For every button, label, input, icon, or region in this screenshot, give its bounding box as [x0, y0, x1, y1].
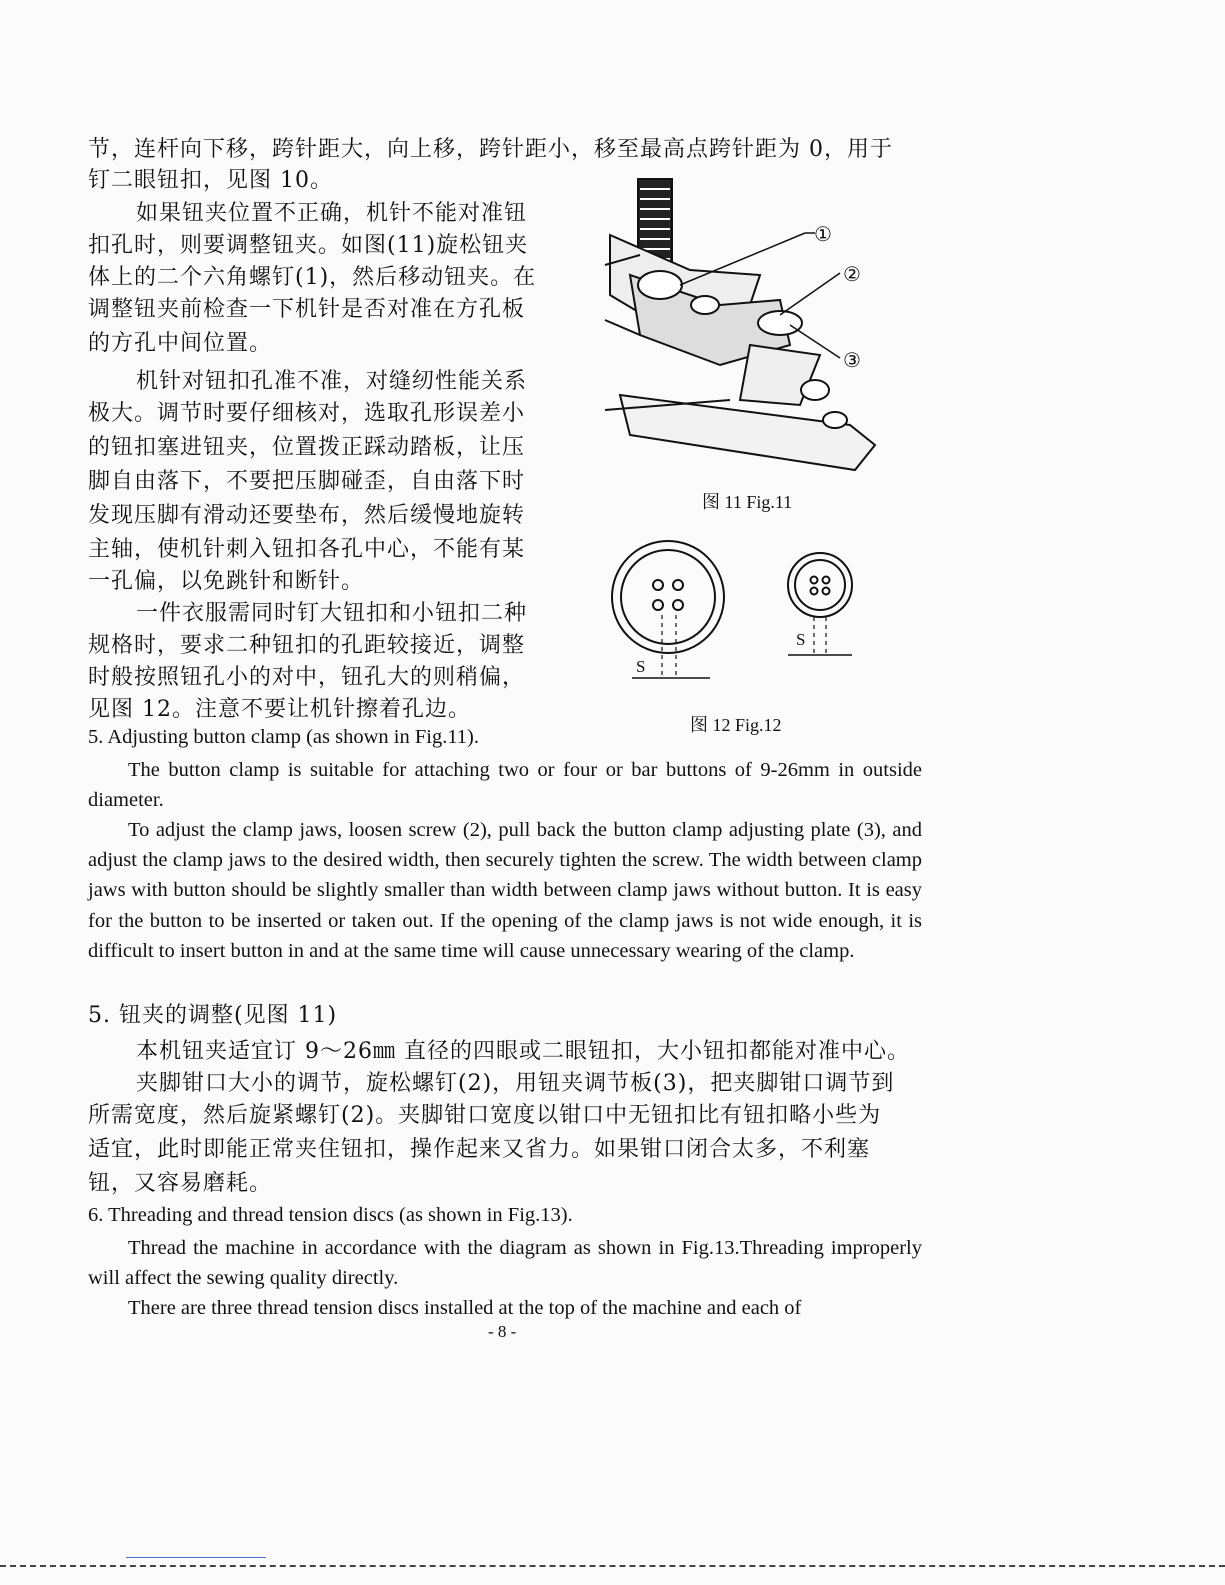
text-line: 调整钮夹前检查一下机针是否对准在方孔板: [88, 297, 526, 322]
text-line: 节，连杆向下移，跨针距大，向上移，跨针距小，移至最高点跨针距为 0，用于: [88, 137, 893, 162]
figure-12-caption: 图 12 Fig.12: [690, 715, 782, 735]
figure-11-caption: 图 11 Fig.11: [702, 492, 793, 512]
text-line: 一件衣服需同时钉大钮扣和小钮扣二种: [136, 601, 528, 626]
text-line: 钮，又容易磨耗。: [88, 1171, 273, 1196]
text-line: 本机钮夹适宜订 9～26㎜ 直径的四眼或二眼钮扣，大小钮扣都能对准中心。: [136, 1039, 910, 1064]
section-5-paragraph-en: The button clamp is suitable for attaching two or four or bar buttons of 9-26mm in outside diameter.: [88, 759, 922, 812]
figure-12-button-sizes-diagram: [600, 535, 870, 695]
text-line: 见图 12。注意不要让机针擦着孔边。: [88, 697, 471, 722]
page-bottom-border: [0, 1565, 1225, 1567]
text-line: 发现压脚有滑动还要垫布，然后缓慢地旋转: [88, 503, 526, 528]
text-line: 主轴，使机针刺入钮扣各孔中心，不能有某: [88, 537, 526, 562]
section-6-paragraph-en: There are three thread tension discs installed at the top of the machine and each of: [128, 1297, 802, 1319]
text-line: 扣孔时，则要调整钮夹。如图(11)旋松钮夹: [88, 233, 529, 258]
text-line: 一孔偏，以免跳针和断针。: [88, 569, 365, 594]
text-line: 时般按照钮孔小的对中，钮孔大的则稍偏，: [88, 665, 526, 690]
section-5-paragraph-en: To adjust the clamp jaws, loosen screw (2), pull back the button clamp adjusting plate (3), and adjust the clamp jaws to the desired width, then securely tighten the screw. The width between clamp jaws with button should be slightly smaller than width between clamp jaws without button. It is easy for the button to be inserted or taken out. If the opening of the clamp jaws is not wide enough, it is difficult to insert button in and at the same time will cause unnecessary wearing of the clamp.: [88, 819, 922, 962]
text-line: 极大。调节时要仔细核对，选取孔形误差小: [88, 401, 526, 426]
scan-mark: [126, 1557, 266, 1558]
section-6-heading-en: 6. Threading and thread tension discs (as shown in Fig.13).: [88, 1204, 573, 1226]
text-line: 脚自由落下，不要把压脚碰歪，自由落下时: [88, 469, 526, 494]
text-line: 如果钮夹位置不正确，机针不能对准钮: [136, 201, 528, 226]
text-line: 的钮扣塞进钮夹，位置拨正踩动踏板，让压: [88, 435, 526, 460]
text-line: 所需宽度，然后旋紧螺钉(2)。夹脚钳口宽度以钳口中无钮扣比有钮扣略小些为: [88, 1103, 882, 1128]
section-6-paragraph-en: Thread the machine in accordance with the diagram as shown in Fig.13.Threading improperly will affect the sewing quality directly.: [88, 1237, 922, 1290]
figure-11-button-clamp-diagram: [600, 175, 890, 480]
text-line: 的方孔中间位置。: [88, 331, 273, 356]
text-line: 夹脚钳口大小的调节，旋松螺钉(2)，用钮夹调节板(3)，把夹脚钳口调节到: [136, 1071, 895, 1096]
text-line: 体上的二个六角螺钉(1)，然后移动钮夹。在: [88, 265, 537, 290]
callout-2: ②: [843, 262, 861, 286]
callout-3: ③: [843, 348, 861, 372]
section-5-heading-en: 5. Adjusting button clamp (as shown in Fig.11).: [88, 726, 480, 748]
callout-1: ①: [814, 222, 832, 246]
text-line: 规格时，要求二种钮扣的孔距较接近，调整: [88, 633, 526, 658]
text-line: 钉二眼钮扣，见图 10。: [88, 168, 333, 193]
text-line: 适宜，此时即能正常夹住钮扣，操作起来又省力。如果钳口闭合太多，不利塞: [88, 1137, 871, 1162]
label-s-large: S: [636, 657, 646, 676]
text-line: 机针对钮扣孔准不准，对缝纫性能关系: [136, 369, 528, 394]
label-s-small: S: [796, 630, 806, 649]
page-number: - 8 -: [488, 1322, 517, 1341]
section-5-heading-cn: 5. 钮夹的调整(见图 11): [88, 1003, 338, 1028]
